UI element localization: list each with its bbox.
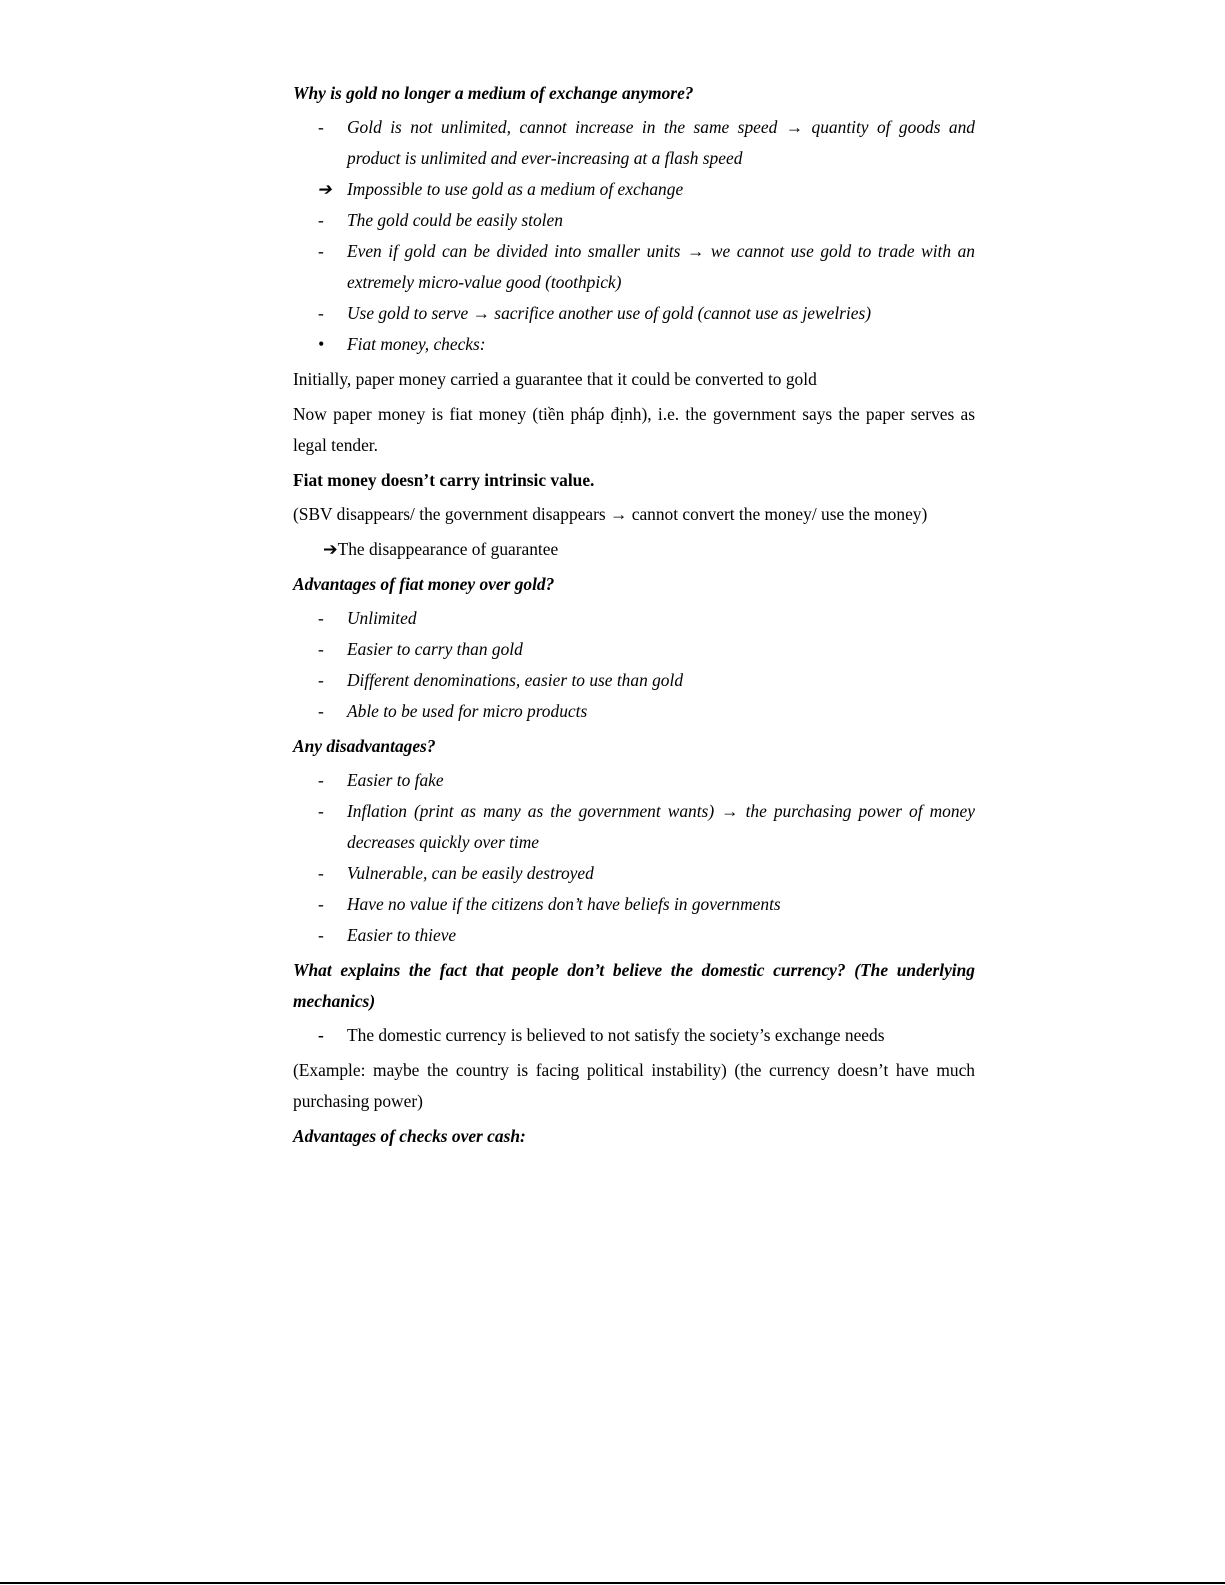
fiat-paragraph-3: (SBV disappears/ the government disappears → cannot convert the money/ use the money) [293,504,928,524]
q1-heading: Why is gold no longer a medium of exchange anymore? [293,83,694,103]
document-page [293,78,975,1155]
dash-marker: - [318,608,324,628]
bullet-marker: • [318,334,325,354]
q1-list [293,112,975,360]
page-bottom-rule [0,1582,1225,1584]
list-item: - Vulnerable, can be easily destroyed [293,858,975,889]
dash-marker: - [318,801,324,821]
list-item: - Easier to carry than gold [293,634,975,665]
dash-marker: - [318,639,324,659]
domestic-list [293,1020,975,1051]
list-item: - Different denominations, easier to use than gold [293,665,975,696]
list-item: - Easier to fake [293,765,975,796]
list-item: - Use gold to serve → sacrifice another use of gold (cannot use as jewelries) [293,298,975,329]
dash-marker: - [318,241,324,261]
list-item: - Unlimited [293,603,975,634]
list-item: - Able to be used for micro products [293,696,975,727]
domestic-example: (Example: maybe the country is facing political instability) (the currency doesn’t have much purchasing power) [293,1060,975,1111]
list-item: - Have no value if the citizens don’t have beliefs in governments [293,889,975,920]
list-item: - Inflation (print as many as the government wants) → the purchasing power of money decreases quickly over time [293,796,975,858]
domestic-heading: What explains the fact that people don’t believe the domestic currency? (The underlying mechanics) [293,960,975,1011]
list-item: - Gold is not unlimited, cannot increase in the same speed → quantity of goods and product is unlimited and ever-increasing at a flash speed [293,112,975,174]
dash-marker: - [318,770,324,790]
list-item: - Easier to thieve [293,920,975,951]
dash-marker: - [318,303,324,323]
list-item: - The domestic currency is believed to not satisfy the society’s exchange needs [293,1020,975,1051]
disadvantages-heading: Any disadvantages? [293,736,436,756]
dash-marker: - [318,210,324,230]
dash-marker: - [318,117,324,137]
dash-marker: - [318,701,324,721]
checks-heading: Advantages of checks over cash: [293,1126,526,1146]
fiat-arrow-line: ➔The disappearance of guarantee [323,539,559,559]
fiat-paragraph-1: Initially, paper money carried a guarantee that it could be converted to gold [293,369,817,389]
dash-marker: - [318,670,324,690]
advantages-list [293,603,975,727]
list-item: ➔ Impossible to use gold as a medium of exchange [293,174,975,205]
disadvantages-list [293,765,975,951]
advantages-heading: Advantages of fiat money over gold? [293,574,555,594]
dash-marker: - [318,863,324,883]
fiat-paragraph-2: Now paper money is fiat money (tiền pháp định), i.e. the government says the paper serves as legal tender. [293,404,975,455]
dash-marker: - [318,894,324,914]
fiat-bold-statement: Fiat money doesn’t carry intrinsic value. [293,470,595,490]
dash-marker: - [318,1025,324,1045]
list-item: • Fiat money, checks: [293,329,975,360]
arrow-icon: ➔ [317,179,332,199]
list-item: - Even if gold can be divided into smaller units → we cannot use gold to trade with an extremely micro-value good (toothpick) [293,236,975,298]
dash-marker: - [318,925,324,945]
list-item: - The gold could be easily stolen [293,205,975,236]
